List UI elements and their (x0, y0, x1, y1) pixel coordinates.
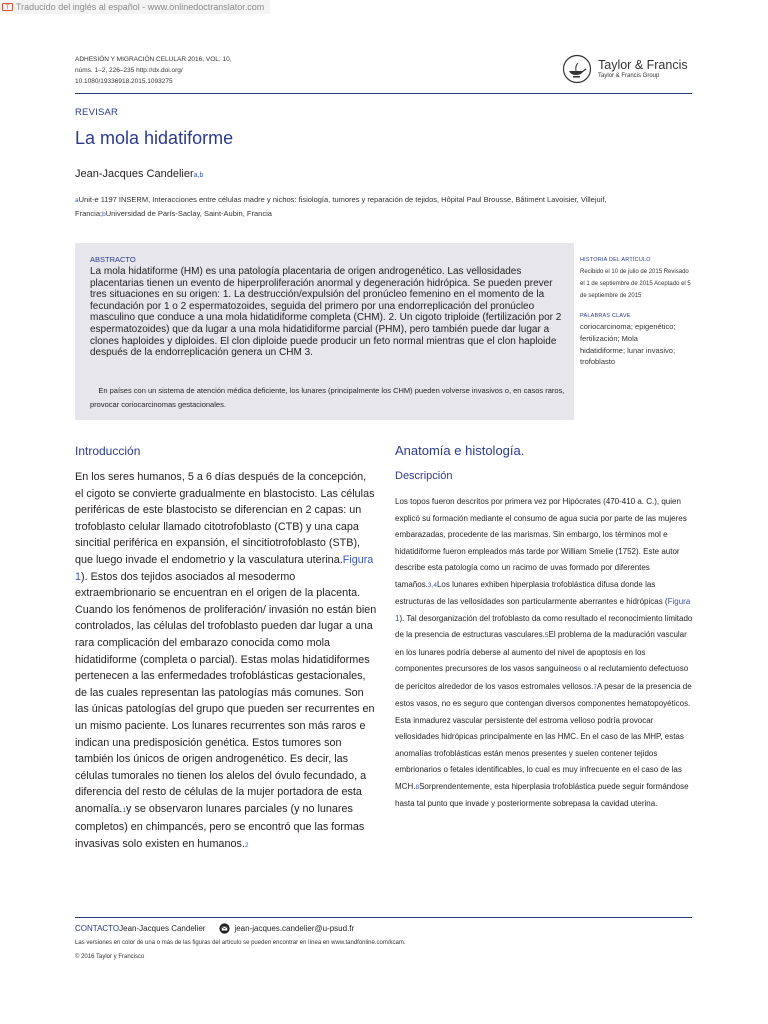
keywords-line-1: coriocarcinoma; epigenético; (580, 322, 676, 331)
intro-text-3: y se observaron lunares parciales (y no lunares completos) en chimpancés, pero se encontró que las formas invasivas solo existen en humanos. (75, 802, 365, 851)
desc-text-3: ). Tal desorganización del trofoblasto da como resultado el reconocimiento limitado de la presencia de estructuras vasculares. (395, 613, 693, 639)
abstract-text-2-content: En países con un sistema de atención médica deficiente, los lunares (principalmente los CHM) pueden volverse invasivos o, en casos raros, provocar coriocarcinomas gestacionales. (90, 386, 565, 409)
intro-paragraph (75, 469, 377, 855)
intro-text-2: ). Estos dos tejidos asociados al mesodermo extraembrionario se encuentran en el origen de la placenta. Cuando los fenómenos de proliferación/ invasión no están bien controlados, las células del trofoblasto pueden dar lugar a una rara complicación del embarazo conocida como mola hidatidiforme (completa o parcial). Estas molas hidatidiformes pertenecen a las enfermedades trofoblásticas gestacionales, de las cuales representan las patologías más comunes. Son las únicas patologías del grupo que pueden ser recurrentes en un mismo paciente. Los lunares recurrentes son más raros e indican una predisposición genética. Estos tumores son también los únicos de origen androgenético. Es decir, las células tumorales no tienen los alelos del óvulo fecundado, a diferencia del resto de células de la mujer portadora de esta anomalía. (75, 570, 377, 815)
affil-b-text: Universidad de París-Saclay, Saint-Aubin, Francia (105, 209, 272, 218)
affil-b-mark: b (102, 211, 106, 218)
abstract-text: La mola hidatiforme (HM) es una patología placentaria de origen androgenético. Las vellosidades placentarias tienen un evento de hiperproliferación anormal y degeneración hidrópica. Se pueden prever tres situaciones en su origen: 1. La destrucción/expulsión del pronúcleo femenino en el momento de la fecundación por 1 o 2 espermatozoides, seguida del primero por una endorreplicación del pronúcleo masculino que conduce a una mola hidatidiforme completa (CHM). 2. Un cigoto triploide (fertilización por 2 espermatozoides) que da lugar a una mola hidatidiforme parcial (PHM), pero también puede dar lugar a clones haploides y diploides. El clon diploide puede producir un feto normal mientras que el clon haploide después de la endorreplicación genera un CHM 3. (90, 266, 562, 359)
history-label: HISTORIA DEL ARTÍCULO (580, 257, 651, 263)
lamp-logo-icon (562, 54, 592, 84)
article-title: La mola hidatiforme (75, 128, 234, 148)
publisher-group: Taylor & Francis Group (598, 72, 660, 79)
translator-icon: T (2, 3, 13, 11)
desc-text-7: Sorprendentemente, esta hiperplasia trofoblástica puede seguir formándose hasta tal punto que invade y posteriormente sobrepasa la cavidad uterina. (395, 781, 689, 808)
keywords-line-4: trofoblasto (580, 357, 616, 366)
journal-line-1: ADHESIÓN Y MIGRACIÓN CELULAR 2016, VOL. 10, (75, 56, 232, 63)
description-subheading: Descripción (395, 470, 453, 482)
ref-3-4-link[interactable]: 3,4 (427, 581, 437, 589)
abstract-text-2 (90, 384, 566, 412)
contact-line (75, 923, 354, 934)
history-line-2: el 1 de septiembre de 2015 Aceptado el 5 (580, 281, 691, 287)
ref-6-link[interactable]: 6 (577, 666, 582, 673)
journal-line-3[interactable]: 10.1080/19336918.2015.1093275 (75, 78, 173, 85)
affil-a-text: Unit-e 1197 INSERM, Interacciones entre células madre y nichos: fisiología, tumores y reparación de tejidos, Hôpital Paul Brousse, Bâtiment Lavoisier, Villejuif, (78, 195, 607, 204)
author-affil-marks[interactable]: a,b (193, 172, 204, 179)
desc-text-6: A pesar de la presencia de estos vasos, no es seguro que contengan diversos componentes hematopoyéticos. Esta inmadurez vascular persistente del estroma velloso podría provocar vellosidades hidrópicas principalmente en las HMC. En el caso de las MHP, estas anomalías trofoblásticas están menos presentes y suelen contener tejidos embrionarios o fetales identificables, lo cual es muy infrecuente en el caso de las MCH. (395, 681, 692, 791)
ref-7-link[interactable]: 7 (593, 683, 597, 691)
translator-banner[interactable] (0, 0, 270, 14)
figure-1-link-2[interactable]: Figura 1 (395, 597, 691, 623)
header-divider (75, 93, 692, 94)
article-type: REVISAR (75, 107, 119, 118)
ref-5-link[interactable]: 5 (544, 632, 549, 639)
affil-a-cont: Francia; (75, 209, 103, 218)
envelope-icon (219, 923, 230, 934)
affiliations (75, 193, 692, 221)
copyright: © 2016 Taylor y Francisco (75, 954, 145, 960)
desc-text-1: Los topos fueron descritos por primera vez por Hipócrates (470-410 a. C.), quien explicó su formación mediante el consumo de agua sucia por parte de las mujeres embarazadas, procedente de las marismas. Sin embargo, los términos mol e hidatidiforme fueron empleados más tarde por William Smelie (1752). Este autor describe esta patología como un racimo de uvas formado por diferentes tamaños. (395, 497, 687, 589)
contact-name: Jean-Jacques Candelier (119, 924, 206, 933)
desc-text-2: Los lunares exhiben hiperplasia trofoblástica difusa donde las estructuras de las vellosidades son particularmente aberrantes e hidrópicas ( (395, 579, 668, 606)
contact-email-link[interactable]: jean-jacques.candelier@u-psud.fr (234, 924, 355, 933)
publisher-logo (562, 54, 688, 84)
ref-1-link[interactable]: 1 (122, 806, 127, 814)
abstract-label: ABSTRACTO (90, 255, 136, 264)
anatomy-heading: Anatomía e histología. (395, 443, 525, 458)
description-paragraph (395, 494, 695, 813)
ref-8-link[interactable]: 8 (415, 783, 420, 791)
intro-heading: Introducción (75, 444, 141, 458)
journal-line-2[interactable]: núms. 1–2, 226–235 http://dx.doi.org/ (75, 67, 183, 74)
history-line-3: de septiembre de 2015 (580, 293, 642, 299)
desc-text-5: o al reclutamiento defectuoso de pericitos alrededor de los vasos estromales vellosos. (395, 664, 689, 691)
keywords-label: PALABRAS CLAVE (580, 313, 631, 319)
color-figures-note: Las versiones en color de una o más de las figuras del artículo se pueden encontrar en línea en www.tandfonline.com/kcam. (75, 940, 406, 946)
author-line (75, 168, 203, 180)
keywords-line-3: hidatidiforme; lunar invasivo; (580, 346, 676, 355)
keywords-line-2: fertilización; Mola (580, 334, 638, 343)
history-line-1: Recibido el 10 de julio de 2015 Revisado (580, 269, 689, 275)
figure-1-link[interactable]: Figura 1 (75, 553, 374, 583)
journal-info (75, 54, 232, 87)
affil-a-mark: a (75, 197, 79, 204)
author-name: Jean-Jacques Candelier (75, 168, 194, 180)
publisher-name: Taylor & Francis (598, 57, 688, 72)
contact-label: CONTACTO (75, 924, 120, 933)
intro-text-1: En los seres humanos, 5 a 6 días después de la concepción, el cigoto se convierte gradualmente en blastocisto. Las células periféricas de este blastocisto se diferencian en 2 capas: un trofoblasto celular llamado citotrofoblasto (CTB) y una capa sincitial periférica en expansión, el sincitiotrofoblasto (STB), que luego invade el endometrio y la vasculatura uterina. (75, 471, 375, 566)
footer-divider (75, 917, 692, 918)
ref-2-link[interactable]: 2 (244, 842, 249, 850)
translator-banner-text: Traducido del inglés al español - www.onlinedoctranslator.com (16, 2, 265, 12)
desc-text-4: El problema de la maduración vascular en los lunares podría deberse al aumento del nivel de apoptosis en los componentes precursores de los vasos sanguíneos (395, 630, 687, 673)
